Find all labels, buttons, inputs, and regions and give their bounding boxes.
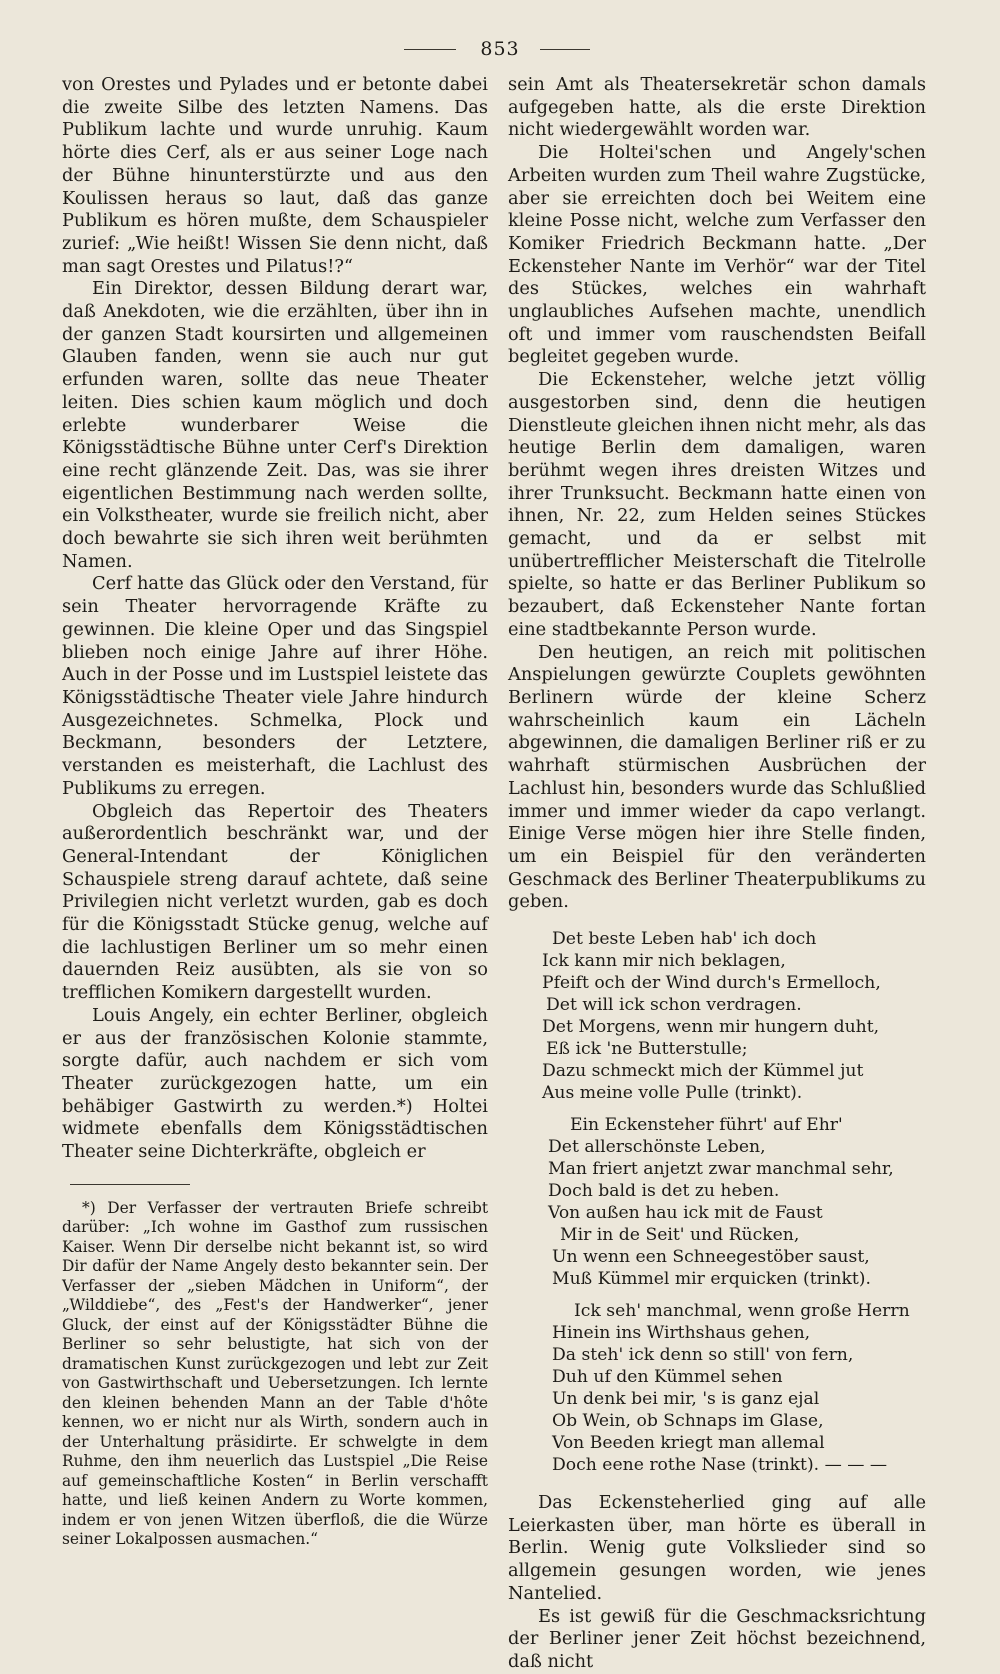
left-paragraph-5: Louis Angely, ein echter Berliner, obgleich er aus der französischen Kolonie stammte, sorgte dafür, auch nachdem er sich vom Theater zurückgezogen hatte, um ein behäbiger Gastwirth zu werden.*) Holtei widmete ebenfalls dem Königsstädtischen Theater seine Dichterkräfte, obgleich er: [62, 1004, 488, 1163]
left-paragraph-2: Ein Direktor, dessen Bildung derart war, daß Anekdoten, wie die erzählten, über ihn in der ganzen Stadt koursirten und allgemeinen Glauben fanden, wenn sie auch nur gut erfunden waren, sollte das neue Theater leiten. Dies schien kaum möglich und doch erlebte wunderbarer Weise die Königsstädtische Bühne unter Cerf's Direktion eine recht glänzende Zeit. Das, was sie ihrer eigentlichen Bestimmung nach werden sollte, ein Volkstheater, wurde sie freilich nicht, aber doch bewahrte sie sich ihren weit berühmten Namen.: [62, 278, 488, 572]
verse-line: Pfeift och der Wind durch's Ermelloch,: [542, 973, 881, 994]
verse-line: Ob Wein, ob Schnaps im Glase,: [552, 1411, 824, 1432]
verse-line: Eß ick 'ne Butterstulle;: [546, 1039, 748, 1060]
verse-line: Dazu schmeckt mich der Kümmel jut: [542, 1061, 864, 1082]
verse-line: Det Morgens, wenn mir hungern duht,: [542, 1017, 880, 1038]
verse-line: Ick kann mir nich beklagen,: [542, 951, 786, 972]
stanza-3: [534, 1300, 926, 1476]
verse-line: Det beste Leben hab' ich doch: [552, 929, 817, 950]
verse-line: Muß Kümmel mir erquicken (trinkt).: [552, 1269, 871, 1290]
verse-line: Ick seh' manchmal, wenn große Herrn: [574, 1301, 910, 1322]
stanza-1: [534, 928, 926, 1104]
song-verse: [534, 928, 926, 1476]
right-closing-paragraph-2: Es ist gewiß für die Geschmacksrichtung der Berliner jener Zeit höchst bezeichnend, daß nicht: [508, 1605, 926, 1672]
header-rule-right: [540, 49, 590, 50]
footnote-text: *) Der Verfasser der vertrauten Briefe schreibt darüber: „Ich wohne im Gasthof zum russischen Kaiser. Wenn Dir derselbe nicht bekannt ist, so wird Dir dafür der Name Angely desto bekannter sein. Der Verfasser der „sieben Mädchen in Uniform“, der „Wilddiebe“, des „Fest's der Handwerker“, jener Gluck, der einst auf der Königsstädter Bühne die Berliner so sehr belustigte, hat sich von der dramatischen Kunst zurückgezogen und lebt zur Zeit von Gastwirthschaft und Uebersetzungen. Ich lernte den kleinen behenden Mann an der Table d'hôte kennen, wo er nicht nur als Wirth, sondern auch in der Unterhaltung präsidirte. Er schwelgte in dem Ruhme, den ihm neuerlich das Lustspiel „Die Reise auf gemeinschaftliche Kosten“ in Berlin verschafft hatte, und ließ keinen Andern zu Worte kommen, indem er von jenen Witzen überfloß, die die Würze seiner Lokalpossen ausmachen.“: [62, 1198, 488, 1549]
verse-line: Det will ick schon verdragen.: [546, 995, 802, 1016]
verse-line: Det allerschönste Leben,: [548, 1137, 766, 1158]
footnote: [62, 1199, 488, 1550]
left-paragraph-4: Obgleich das Repertoir des Theaters außerordentlich beschränkt war, und der General-Intendant der Königlichen Schauspiele streng darauf achtete, daß seine Privilegien nicht verletzt wurden, gab es doch für die Königsstadt Stücke genug, welche auf die lachlustigen Berliner um so mehr einen dauernden Reiz ausübten, als sie von so trefflichen Komikern dargestellt wurden.: [62, 800, 488, 1004]
right-paragraph-4: Den heutigen, an reich mit politischen Anspielungen gewürzte Couplets gewöhnten Berlinern würde der kleine Scherz wahrscheinlich kaum ein Lächeln abgewinnen, die damaligen Berliner riß er zu wahrhaft stürmischen Ausbrüchen der Lachlust hin, besonders wurde das Schlußlied immer und immer wieder da capo verlangt. Einige Verse mögen hier ihre Stelle finden, um ein Beispiel für den veränderten Geschmack des Berliner Theaterpublikums zu geben.: [508, 641, 926, 913]
verse-line: Aus meine volle Pulle (trinkt).: [542, 1083, 803, 1104]
left-paragraph-3: Cerf hatte das Glück oder den Verstand, für sein Theater hervorragende Kräfte zu gewinnen. Die kleine Oper und das Singspiel blieben noch einige Jahre auf ihrer Höhe. Auch in der Posse und im Lustspiel leistete das Königsstädtische Theater viele Jahre hindurch Ausgezeichnetes. Schmelka, Plock und Beckmann, besonders der Letztere, verstanden es meisterhaft, die Lachlust des Publikums zu erregen.: [62, 573, 488, 799]
verse-line: Man friert anjetzt zwar manchmal sehr,: [548, 1159, 894, 1180]
right-paragraph-1: sein Amt als Theatersekretär schon damals aufgegeben hatte, als die erste Direktion nicht wiedergewählt worden war.: [508, 74, 926, 141]
right-paragraph-2: Die Holtei'schen und Angely'schen Arbeiten wurden zum Theil wahre Zugstücke, aber sie erreichten doch bei Weitem eine kleine Posse nicht, welche zum Verfasser den Komiker Friedrich Beckmann hatte. „Der Eckensteher Nante im Verhör“ war der Titel des Stückes, welches ein wahrhaft unglaubliches Aufsehen machte, unendlich oft und immer vom rauschendsten Beifall begleitet gegeben wurde.: [508, 142, 926, 368]
right-closing-paragraph-1: Das Eckensteherlied ging auf alle Leierkasten über, man hörte es überall in Berlin. Wenig gute Volkslieder sind so allgemein gesungen worden, wie jenes Nantelied.: [508, 1492, 926, 1604]
right-column: [508, 74, 926, 1672]
left-paragraph-1: von Orestes und Pylades und er betonte dabei die zweite Silbe des letzten Namens. Das Publikum lachte und wurde unruhig. Kaum hörte dies Cerf, als er aus seiner Loge nach der Bühne hinunterstürzte und aus den Koulissen heraus so laut, daß das ganze Publikum es hören mußte, dem Schauspieler zurief: „Wie heißt! Wissen Sie denn nicht, daß man sagt Orestes und Pilatus!?“: [62, 74, 488, 277]
verse-line: Ein Eckensteher führt' auf Ehr': [570, 1115, 843, 1136]
page-number: 853: [480, 38, 520, 60]
verse-line: Von Beeden kriegt man allemal: [552, 1433, 825, 1454]
verse-line: Von außen hau ick mit de Faust: [548, 1203, 823, 1224]
page-header: [0, 38, 1000, 68]
header-rule-left: [404, 49, 456, 50]
footnote-separator: [70, 1184, 190, 1185]
verse-line: Duh uf den Kümmel sehen: [552, 1367, 783, 1388]
verse-line: Mir in de Seit' und Rücken,: [560, 1225, 800, 1246]
verse-line: Doch eene rothe Nase (trinkt). — — —: [552, 1455, 888, 1476]
verse-line: Da steh' ick denn so still' von fern,: [552, 1345, 854, 1366]
verse-line: Un wenn een Schneegestöber saust,: [552, 1247, 870, 1268]
right-paragraph-3: Die Eckensteher, welche jetzt völlig ausgestorben sind, denn die heutigen Dienstleute gleichen ihnen nicht mehr, als das heutige Berlin dem damaligen, waren berühmt wegen ihres dreisten Witzes und ihrer Trunksucht. Beckmann hatte einen von ihnen, Nr. 22, zum Helden seines Stückes gemacht, und da er selbst mit unübertrefflicher Meisterschaft die Titelrolle spielte, so hatte er das Berliner Publikum so bezaubert, daß Eckensteher Nante fortan eine stadtbekannte Person wurde.: [508, 369, 926, 640]
stanza-2: [534, 1114, 926, 1290]
verse-line: Un denk bei mir, 's is ganz ejal: [552, 1389, 820, 1410]
verse-line: Doch bald is det zu heben.: [548, 1181, 780, 1202]
left-column: [62, 74, 488, 1549]
verse-line: Hinein ins Wirthshaus gehen,: [552, 1323, 811, 1344]
